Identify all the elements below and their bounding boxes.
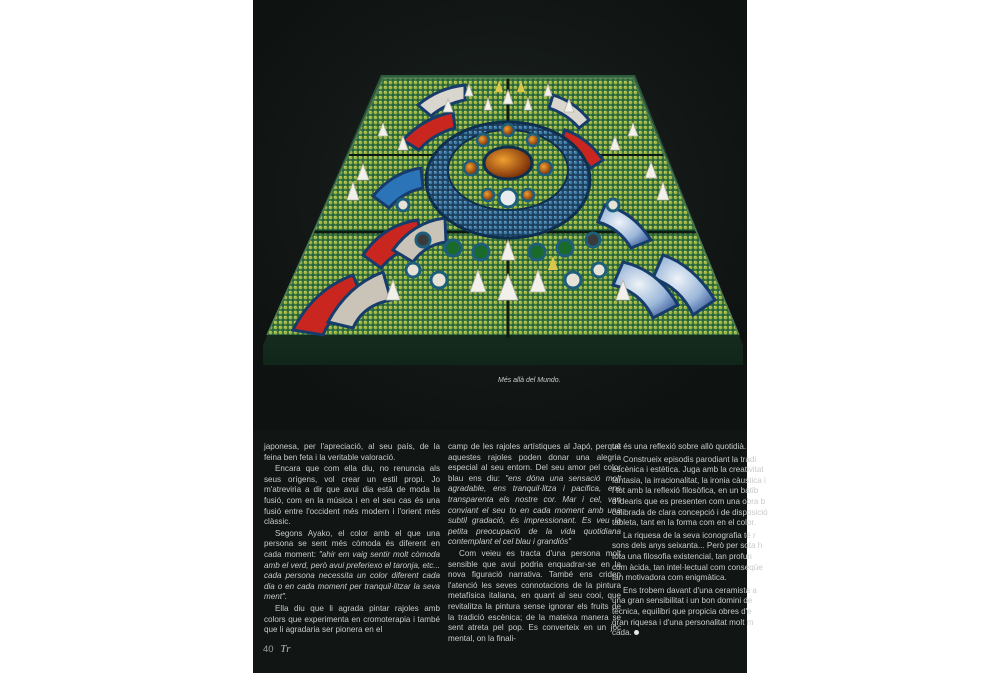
text-line: tat és una reflexió sobre allò quotidià. [612,442,747,451]
quote: "ahir em vaig sentir molt còmoda amb el verd, però avui preferiexo el taronja, etc... cada persona necessita un color diferent cada dia o en cada moment per tranquil·litzar la seva ment". [264,549,440,602]
paragraph-text: Segons Ayako, el color amb el que una persona se sent més còmoda és diferent en cada moment: [264,528,440,559]
text-line: tècnica, equilibri que propicia obres d'e [612,606,752,616]
paragraph [264,529,440,603]
text-line: tota una filosofia existencial, tan profun [612,551,752,561]
text-line: La riquesa de la seva iconografia té r [623,530,756,540]
text-line: Ens trobem davant d'una ceramista a [623,585,757,595]
text-line: fantasia, la irracionalitat, la ironia càustica i [612,475,766,485]
paragraph [448,442,621,548]
text-line: d'idearis que es presenten com una obra b [612,496,766,506]
magazine-logo: Tr [280,643,292,655]
article-column-3 [612,442,768,639]
text-line: tableta, tant en la forma com en el color. [612,518,756,528]
text-line: una gran sensibilitat i un bon domini de [612,596,753,606]
paragraph: Encara que com ella diu, no renuncia als seus orígens, vol crear un estil propi. Jo m'atreviria a dir que avui dia està de moda la fusió, com en la música i en el seu cas és una fusió entre l'occident més modern i l'orient més clàssic. [264,464,440,527]
paragraph-text: camp de les rajoles artístiques al Japó, perquè aquestes rajoles poden donar una alegria especial al seu entorn. Del seu amor pel color blau ens diu: [448,442,621,483]
text-line: sons dels anys seixanta... Però per sota h [612,541,763,551]
text-line: i tot amb la reflexió filosòfica, en un batib [612,486,759,496]
article-column-2 [448,442,621,644]
text-line: Construeix episodis parodiant la tradi [623,454,757,464]
page-number: 40 [263,644,274,655]
quote: "ens dóna una sensació molt agradable, ens tranquil·litza i pacifica, ens transparenta els nostre cor. Mar i cel, van conviant el seu to en cada moment amb una subtil gradació, és impressionant. Es veu la petita preocupació de la vida quotidiana contemplant el cel blau i grandiós" [448,473,621,547]
text-line: gran riquesa i d'una personalitat molt m [612,617,754,627]
photo-caption: Més allà del Mundo. [498,377,561,384]
text-line: tan motivadora com enigmàtica. [612,573,727,583]
article-column-1 [264,442,440,636]
text-line: cada. [612,628,747,639]
text-line: calibrada de clara concepció i de disposició [612,507,768,517]
text-line: com àcida, tan intel·lectual com conseqüe [612,562,763,572]
end-of-article-mark [634,630,639,635]
text-line: escènica i estètica. Juga amb la creativitat [612,465,764,475]
ceramic-artwork-photo [253,0,747,430]
paragraph: japonesa, per l'apreciació, al seu país, de la feina ben feta i la veritable valoració. [264,442,440,462]
page-footer [263,643,291,655]
paragraph: Com veieu es tracta d'una persona molt sensible que avui podria enquadrar-se en la nova figuració narrativa. També ens criden l'atenció les seves connotacions de la pintura metafísica italiana, en quant al seu cooi, que revitalitza la pintura sense ignorar els fruits de la tradició escènica; de la mateixa manera se sent atreta pel pop. Es converteix en un joc mental, on la finali- [448,548,621,643]
paragraph: Ella diu que li agrada pintar rajoles amb colors que experimenta en cromoterapia i també que li agradaria ser pionera en el [264,603,440,635]
